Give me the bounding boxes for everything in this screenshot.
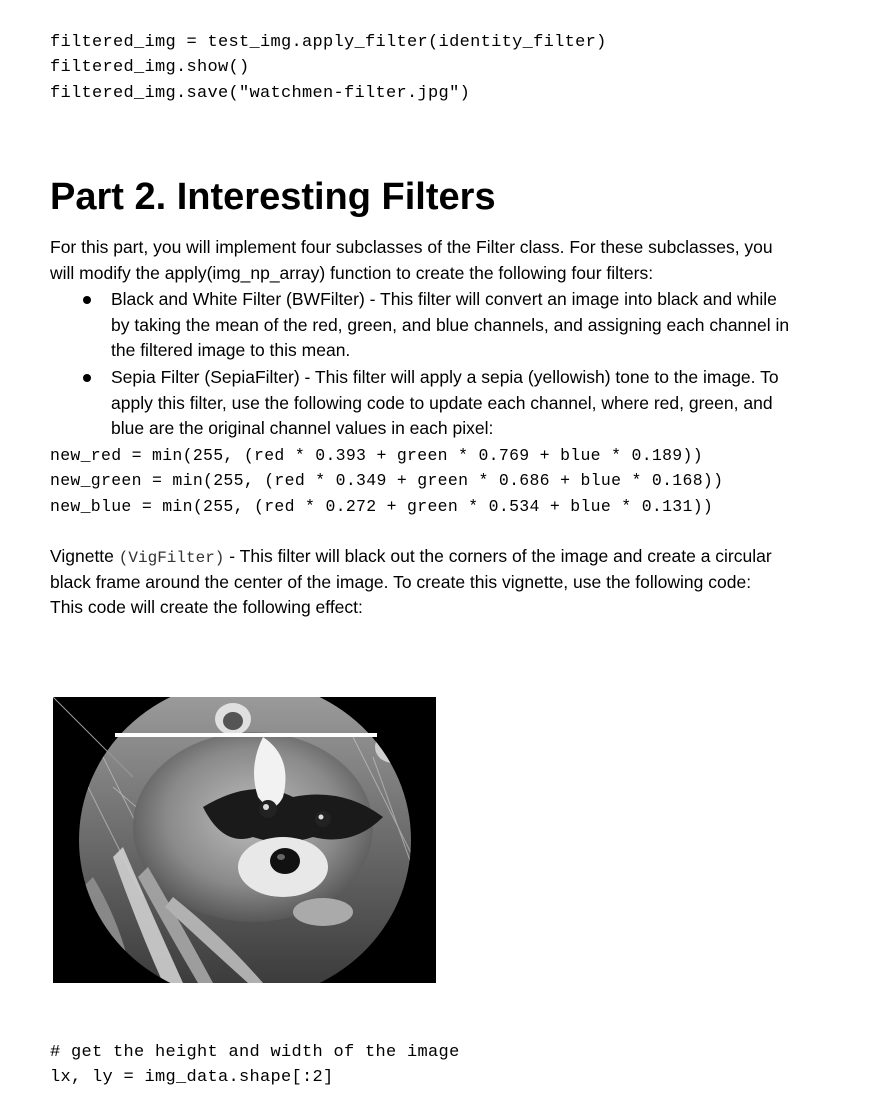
sepia-code-green: new_green = min(255, (red * 0.349 + green * 0.686 + blue * 0.168)) (50, 471, 724, 490)
bullet-dot-sepia (83, 374, 91, 382)
bullet-bw-line-2: by taking the mean of the red, green, and blue channels, and assigning each channel in (111, 315, 790, 335)
bullet-sepia-line-3: blue are the original channel values in each pixel: (111, 418, 494, 438)
code-line-1: filtered_img = test_img.apply_filter(identity_filter) (50, 33, 607, 52)
sepia-code-red: new_red = min(255, (red * 0.393 + green * 0.769 + blue * 0.189)) (50, 446, 703, 465)
bullet-bw-line-1: Black and White Filter (BWFilter) - This filter will convert an image into black and while (111, 289, 777, 309)
code-comment-line: # get the height and width of the image (50, 1043, 460, 1062)
vignette-line-1 (50, 544, 860, 572)
vignette-line-3: This code will create the following effect: (50, 597, 363, 617)
sepia-code-blue: new_blue = min(255, (red * 0.272 + green * 0.534 + blue * 0.131)) (50, 497, 714, 516)
intro-line-2: will modify the apply(img_np_array) function to create the following four filters: (50, 263, 654, 283)
bullet-dot-bw (83, 296, 91, 304)
vignette-description: - This filter will black out the corners of the image and create a circular (224, 546, 772, 566)
intro-line-1: For this part, you will implement four subclasses of the Filter class. For these subclasses, you (50, 237, 773, 257)
vignette-example-image (53, 697, 436, 983)
code-line-2: filtered_img.show() (50, 58, 250, 77)
vignette-code-name: (VigFilter) (118, 549, 225, 567)
vignette-line-2: black frame around the center of the image. To create this vignette, use the following code: (50, 572, 752, 592)
bullet-sepia-line-2: apply this filter, use the following code to update each channel, where red, green, and (111, 393, 773, 413)
bullet-bw-line-3: the filtered image to this mean. (111, 340, 351, 360)
vignette-label: Vignette (50, 546, 114, 566)
bullet-sepia-line-1: Sepia Filter (SepiaFilter) - This filter will apply a sepia (yellowish) tone to the image. To (111, 367, 779, 387)
code-line-3: filtered_img.save("watchmen-filter.jpg") (50, 84, 471, 103)
section-heading: Part 2. Interesting Filters (50, 176, 496, 218)
code-shape-line: lx, ly = img_data.shape[:2] (50, 1068, 334, 1087)
